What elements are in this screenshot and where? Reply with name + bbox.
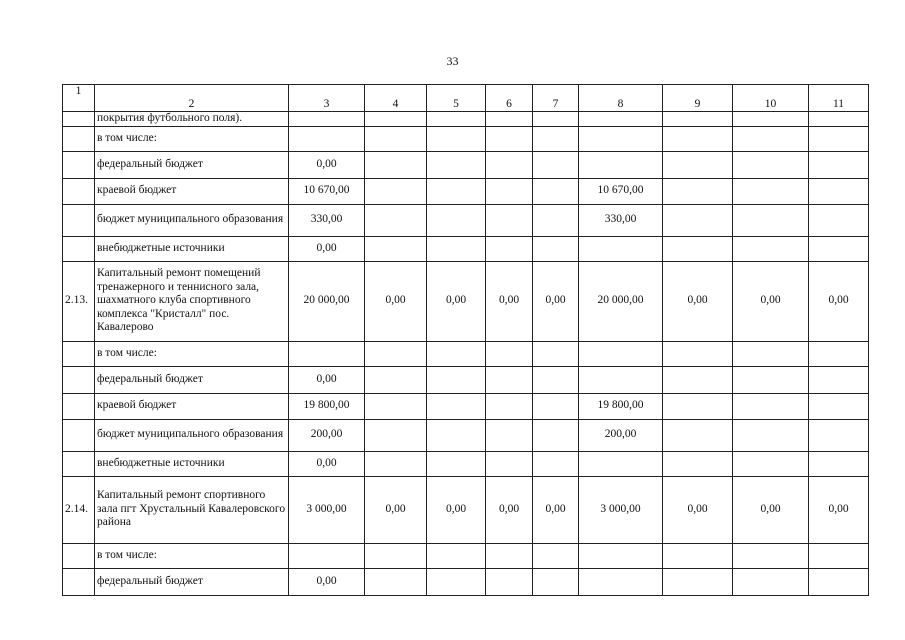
value-cell-col-8 [579, 236, 663, 261]
value-cell-col-7 [533, 236, 579, 261]
value-cell-col-5 [427, 112, 486, 127]
row-index-cell [63, 112, 95, 127]
row-index-cell [63, 419, 95, 451]
table-row [63, 366, 869, 393]
value-cell-col-7 [533, 451, 579, 476]
header-cell-4: 4 [365, 85, 427, 112]
header-cell-5: 5 [427, 85, 486, 112]
row-index-cell [63, 393, 95, 419]
value-cell-col-10 [733, 151, 809, 178]
value-cell-col-5 [427, 178, 486, 204]
value-cell-col-3: 20 000,00 [289, 261, 365, 341]
value-cell-col-7 [533, 366, 579, 393]
value-cell-col-10 [733, 341, 809, 366]
value-cell-col-10 [733, 236, 809, 261]
row-index-cell: 2.14. [63, 476, 95, 543]
value-cell-col-8 [579, 568, 663, 595]
header-cell-3: 3 [289, 85, 365, 112]
table-row [63, 451, 869, 476]
row-label-cell: Капитальный ремонт спортивного зала пгт Хрустальный Кавалеровского района [95, 476, 289, 543]
value-cell-col-10 [733, 112, 809, 127]
value-cell-col-9 [663, 178, 733, 204]
row-label-cell: бюджет муниципального образования [95, 419, 289, 451]
value-cell-col-11 [809, 178, 869, 204]
value-cell-col-11 [809, 126, 869, 151]
value-cell-col-7 [533, 178, 579, 204]
value-cell-col-8 [579, 341, 663, 366]
value-cell-col-7 [533, 341, 579, 366]
value-cell-col-6 [486, 341, 533, 366]
row-label-cell: в том числе: [95, 543, 289, 568]
value-cell-col-3: 3 000,00 [289, 476, 365, 543]
value-cell-col-4 [365, 204, 427, 236]
value-cell-col-11 [809, 204, 869, 236]
value-cell-col-10 [733, 366, 809, 393]
value-cell-col-11 [809, 568, 869, 595]
table-row [63, 178, 869, 204]
value-cell-col-8 [579, 151, 663, 178]
value-cell-col-5 [427, 419, 486, 451]
value-cell-col-9 [663, 568, 733, 595]
value-cell-col-8: 10 670,00 [579, 178, 663, 204]
value-cell-col-11 [809, 341, 869, 366]
value-cell-col-9: 0,00 [663, 476, 733, 543]
value-cell-col-6 [486, 568, 533, 595]
table-row [63, 261, 869, 341]
value-cell-col-5 [427, 366, 486, 393]
header-cell-10: 10 [733, 85, 809, 112]
value-cell-col-5: 0,00 [427, 261, 486, 341]
value-cell-col-5 [427, 393, 486, 419]
value-cell-col-4 [365, 366, 427, 393]
value-cell-col-9 [663, 393, 733, 419]
value-cell-col-8: 19 800,00 [579, 393, 663, 419]
value-cell-col-4 [365, 151, 427, 178]
value-cell-col-9 [663, 341, 733, 366]
value-cell-col-3: 330,00 [289, 204, 365, 236]
value-cell-col-3: 0,00 [289, 151, 365, 178]
value-cell-col-8: 3 000,00 [579, 476, 663, 543]
value-cell-col-8 [579, 112, 663, 127]
value-cell-col-3: 200,00 [289, 419, 365, 451]
table-body [63, 85, 869, 596]
value-cell-col-7: 0,00 [533, 476, 579, 543]
value-cell-col-10: 0,00 [733, 261, 809, 341]
table-row [63, 393, 869, 419]
value-cell-col-11 [809, 366, 869, 393]
value-cell-col-6: 0,00 [486, 476, 533, 543]
value-cell-col-9 [663, 543, 733, 568]
value-cell-col-6: 0,00 [486, 261, 533, 341]
value-cell-col-11 [809, 393, 869, 419]
row-label-cell: внебюджетные источники [95, 236, 289, 261]
value-cell-col-6 [486, 451, 533, 476]
value-cell-col-3: 0,00 [289, 451, 365, 476]
value-cell-col-11 [809, 419, 869, 451]
row-index-cell [63, 366, 95, 393]
value-cell-col-9 [663, 366, 733, 393]
row-label-cell: краевой бюджет [95, 178, 289, 204]
row-index-cell [63, 178, 95, 204]
value-cell-col-7 [533, 151, 579, 178]
value-cell-col-10 [733, 126, 809, 151]
value-cell-col-3: 19 800,00 [289, 393, 365, 419]
row-index-cell [63, 151, 95, 178]
value-cell-col-11: 0,00 [809, 261, 869, 341]
row-label-cell: бюджет муниципального образования [95, 204, 289, 236]
row-index-cell [63, 543, 95, 568]
table-row [63, 204, 869, 236]
value-cell-col-8 [579, 451, 663, 476]
table-row [63, 126, 869, 151]
value-cell-col-11 [809, 236, 869, 261]
value-cell-col-10 [733, 451, 809, 476]
value-cell-col-8: 200,00 [579, 419, 663, 451]
value-cell-col-9 [663, 151, 733, 178]
value-cell-col-3 [289, 112, 365, 127]
value-cell-col-5 [427, 151, 486, 178]
value-cell-col-6 [486, 112, 533, 127]
value-cell-col-5 [427, 204, 486, 236]
row-index-cell [63, 568, 95, 595]
row-index-cell [63, 236, 95, 261]
header-cell-9: 9 [663, 85, 733, 112]
table-row [63, 341, 869, 366]
value-cell-col-4: 0,00 [365, 476, 427, 543]
value-cell-col-11 [809, 451, 869, 476]
value-cell-col-9 [663, 112, 733, 127]
value-cell-col-10 [733, 568, 809, 595]
value-cell-col-6 [486, 236, 533, 261]
value-cell-col-5: 0,00 [427, 476, 486, 543]
value-cell-col-5 [427, 568, 486, 595]
value-cell-col-3: 10 670,00 [289, 178, 365, 204]
value-cell-col-8 [579, 126, 663, 151]
value-cell-col-4 [365, 236, 427, 261]
table-row [63, 476, 869, 543]
row-index-cell [63, 204, 95, 236]
value-cell-col-4 [365, 112, 427, 127]
value-cell-col-6 [486, 126, 533, 151]
header-cell-7: 7 [533, 85, 579, 112]
header-cell-8: 8 [579, 85, 663, 112]
value-cell-col-4 [365, 568, 427, 595]
value-cell-col-7: 0,00 [533, 261, 579, 341]
value-cell-col-9 [663, 236, 733, 261]
value-cell-col-3: 0,00 [289, 568, 365, 595]
value-cell-col-8: 20 000,00 [579, 261, 663, 341]
value-cell-col-5 [427, 543, 486, 568]
header-cell-11: 11 [809, 85, 869, 112]
value-cell-col-7 [533, 543, 579, 568]
row-label-cell: федеральный бюджет [95, 366, 289, 393]
row-label-cell: Капитальный ремонт помещений тренажерного и теннисного зала, шахматного клуба спортивного комплекса "Кристалл" пос. Кавалерово [95, 261, 289, 341]
row-label-cell: покрытия футбольного поля). [95, 112, 289, 127]
header-cell-2: 2 [95, 85, 289, 112]
header-cell-6: 6 [486, 85, 533, 112]
row-label-cell: федеральный бюджет [95, 151, 289, 178]
value-cell-col-8: 330,00 [579, 204, 663, 236]
value-cell-col-6 [486, 178, 533, 204]
budget-table [62, 84, 869, 596]
value-cell-col-10 [733, 204, 809, 236]
value-cell-col-6 [486, 543, 533, 568]
table-row [63, 419, 869, 451]
value-cell-col-5 [427, 451, 486, 476]
value-cell-col-5 [427, 126, 486, 151]
value-cell-col-4 [365, 393, 427, 419]
row-label-cell: краевой бюджет [95, 393, 289, 419]
row-index-cell [63, 341, 95, 366]
value-cell-col-9 [663, 419, 733, 451]
value-cell-col-10 [733, 178, 809, 204]
value-cell-col-6 [486, 419, 533, 451]
value-cell-col-4 [365, 126, 427, 151]
row-label-cell: федеральный бюджет [95, 568, 289, 595]
table-row [63, 112, 869, 127]
value-cell-col-11 [809, 151, 869, 178]
value-cell-col-11 [809, 112, 869, 127]
table-row [63, 543, 869, 568]
value-cell-col-10: 0,00 [733, 476, 809, 543]
row-index-cell [63, 126, 95, 151]
value-cell-col-4 [365, 419, 427, 451]
table-row [63, 151, 869, 178]
value-cell-col-9 [663, 451, 733, 476]
value-cell-col-5 [427, 236, 486, 261]
value-cell-col-3: 0,00 [289, 236, 365, 261]
value-cell-col-6 [486, 204, 533, 236]
value-cell-col-8 [579, 366, 663, 393]
value-cell-col-3 [289, 341, 365, 366]
value-cell-col-6 [486, 151, 533, 178]
row-label-cell: внебюджетные источники [95, 451, 289, 476]
page-number: 33 [446, 54, 459, 68]
value-cell-col-7 [533, 568, 579, 595]
value-cell-col-3: 0,00 [289, 366, 365, 393]
value-cell-col-6 [486, 366, 533, 393]
value-cell-col-4 [365, 178, 427, 204]
row-label-cell: в том числе: [95, 126, 289, 151]
header-cell-1: 1 [63, 85, 95, 112]
header-row [63, 85, 869, 112]
table-row [63, 236, 869, 261]
table-row [63, 568, 869, 595]
value-cell-col-9 [663, 204, 733, 236]
value-cell-col-3 [289, 543, 365, 568]
row-index-cell [63, 451, 95, 476]
value-cell-col-10 [733, 419, 809, 451]
value-cell-col-4 [365, 451, 427, 476]
value-cell-col-4: 0,00 [365, 261, 427, 341]
row-label-cell: в том числе: [95, 341, 289, 366]
row-index-cell: 2.13. [63, 261, 95, 341]
value-cell-col-7 [533, 126, 579, 151]
value-cell-col-11 [809, 543, 869, 568]
value-cell-col-7 [533, 204, 579, 236]
value-cell-col-10 [733, 543, 809, 568]
value-cell-col-6 [486, 393, 533, 419]
value-cell-col-5 [427, 341, 486, 366]
value-cell-col-3 [289, 126, 365, 151]
value-cell-col-7 [533, 393, 579, 419]
value-cell-col-9: 0,00 [663, 261, 733, 341]
value-cell-col-7 [533, 419, 579, 451]
value-cell-col-10 [733, 393, 809, 419]
value-cell-col-4 [365, 341, 427, 366]
value-cell-col-9 [663, 126, 733, 151]
value-cell-col-4 [365, 543, 427, 568]
value-cell-col-11: 0,00 [809, 476, 869, 543]
value-cell-col-7 [533, 112, 579, 127]
value-cell-col-8 [579, 543, 663, 568]
